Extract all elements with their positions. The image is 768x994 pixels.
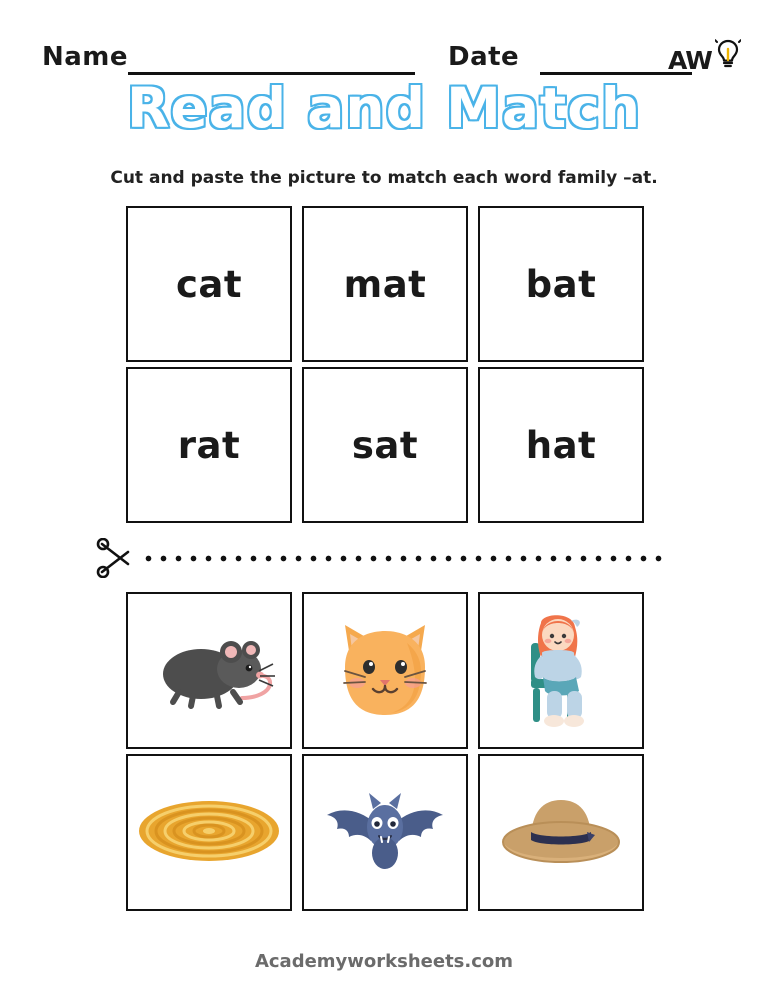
picture-card[interactable]: [302, 592, 468, 749]
word-card[interactable]: [126, 206, 292, 362]
worksheet-header: [0, 20, 768, 75]
bat-icon: [315, 779, 455, 887]
name-label: Name: [42, 42, 129, 72]
page-title: Read and Match: [127, 76, 641, 140]
word-card-label: bat: [525, 262, 597, 306]
mat-icon: [134, 791, 284, 875]
word-card[interactable]: [302, 206, 468, 362]
word-card[interactable]: [478, 367, 644, 523]
word-card-label: hat: [525, 423, 597, 467]
word-card[interactable]: [478, 206, 644, 362]
date-label: Date: [448, 42, 520, 72]
cat-icon: [325, 609, 445, 733]
word-card[interactable]: [126, 367, 292, 523]
picture-card[interactable]: [126, 754, 292, 911]
cut-line: [96, 538, 672, 580]
picture-card[interactable]: [478, 592, 644, 749]
name-write-line: [128, 72, 415, 75]
picture-card[interactable]: [478, 754, 644, 911]
instruction-text: Cut and paste the picture to match each word family –at.: [110, 168, 658, 188]
picture-card-grid: [126, 592, 644, 911]
cut-line-dots: [141, 555, 669, 562]
word-card[interactable]: [302, 367, 468, 523]
hat-icon: [491, 786, 631, 880]
girl-sat-icon: [501, 605, 621, 737]
word-card-label: cat: [175, 262, 243, 306]
picture-card[interactable]: [302, 754, 468, 911]
word-card-grid: [126, 206, 644, 523]
word-card-label: mat: [343, 262, 427, 306]
footer-credit: Academyworksheets.com: [254, 951, 514, 972]
word-card-label: sat: [351, 423, 419, 467]
picture-card[interactable]: [126, 592, 292, 749]
word-card-label: rat: [177, 423, 241, 467]
scissors-icon: [96, 538, 138, 582]
brand-logo-text: AW: [668, 46, 712, 75]
lightbulb-icon: [715, 38, 741, 76]
brand-logo: [668, 36, 740, 80]
rat-icon: [139, 614, 279, 728]
